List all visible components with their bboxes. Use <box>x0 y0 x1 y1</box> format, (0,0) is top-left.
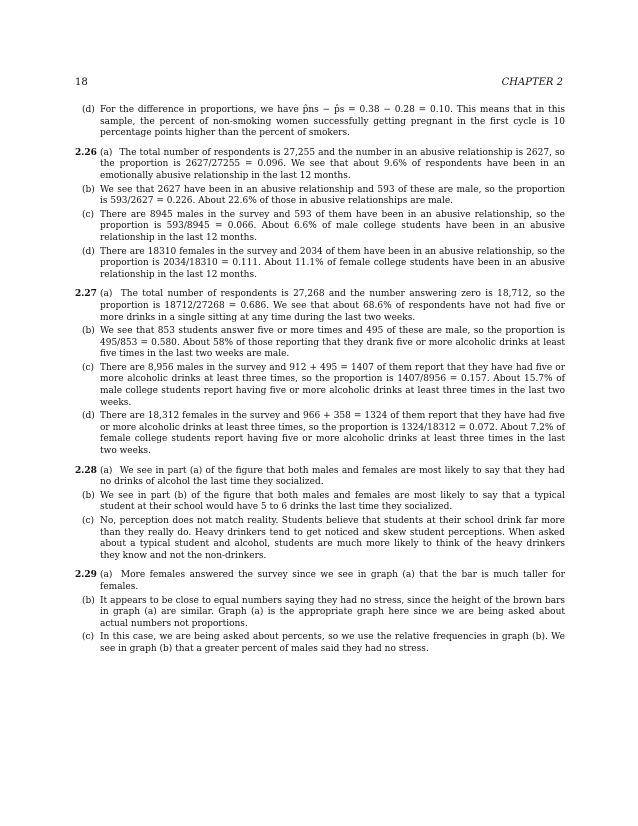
part-text: We see that 853 students answer five or more times and 495 of these are male, so the proportion is 495/853 = 0.580. About 58% of those reporting that they drank five or more alcoholic drinks at least five times in the last two weeks are male. <box>100 326 565 360</box>
part-label: (c) <box>82 362 95 373</box>
intro-part <box>75 105 565 140</box>
part-text: The total number of respondents is 27,255 and the number in an abusive relationship is 2627, so the proportion is 2627/27255 = 0.096. We see that about 9.6% of respondents have been in an emotionally abusive relationship in the last 12 months. <box>100 147 565 181</box>
part-label: (b) <box>82 490 95 501</box>
problem-part <box>75 411 565 457</box>
part-label: (a) <box>100 465 113 476</box>
intro-block <box>75 105 565 140</box>
part-label: (d) <box>82 246 95 257</box>
part-text: The total number of respondents is 27,268 and the number answering zero is 18,712, so the proportion is 18712/27268 = 0.686. We see that about 68.6% of respondents have not had five or more drinks in a single sitting at any time during the last two weeks. <box>100 289 565 323</box>
part-text: We see in part (b) of the figure that both males and females are most likely to say that a typical student at their school would have 5 to 6 drinks the last time they socialized. <box>100 490 565 513</box>
problem-part <box>75 363 565 409</box>
problem-part <box>75 491 565 514</box>
problem-2-28 <box>75 466 565 563</box>
problem-number: 2.27 <box>75 289 97 300</box>
part-text: It appears to be close to equal numbers saying they had no stress, since the height of the brown bars in graph (a) are similar. Graph (a) is the appropriate graph here since we are being asked about actual numbers not proportions. <box>100 595 565 629</box>
problem-part <box>75 596 565 631</box>
part-label: (c) <box>82 632 95 643</box>
problem-lead <box>75 289 565 324</box>
part-text: For the difference in proportions, we have p̂ns − p̂s = 0.38 − 0.28 = 0.10. This means that in this sample, the percent of non-smoking women successfully getting pregnant in the first cycle is 10 percentage points higher than the percent of smokers. <box>100 105 565 139</box>
problem-2-27 <box>75 289 565 457</box>
problem-number: 2.26 <box>75 147 97 158</box>
page-header <box>75 77 563 91</box>
problem-part <box>75 516 565 562</box>
problem-lead <box>75 148 565 183</box>
page-body <box>75 105 565 664</box>
problem-2-26 <box>75 148 565 282</box>
chapter-title: CHAPTER 2 <box>501 77 563 88</box>
part-text: We see in part (a) of the figure that both males and females are most likely to say that they had no drinks of alcohol the last time they socialized. <box>100 465 565 488</box>
part-text: We see that 2627 have been in an abusive relationship and 593 of these are male, so the proportion is 593/2627 = 0.226. About 22.6% of those in abusive relationships are male. <box>100 184 565 207</box>
problem-lead <box>75 466 565 489</box>
problem-part <box>75 210 565 245</box>
part-label: (c) <box>82 209 95 220</box>
part-text: There are 8,956 males in the survey and 912 + 495 = 1407 of them report that they have had five or more alcoholic drinks at least three times, so the proportion is 1407/8956 = 0.157. About 15.7% of male college students report having five or more alcoholic drinks at least three times in the last two weeks. <box>100 362 565 408</box>
part-text: No, perception does not match reality. Students believe that students at their school drink far more than they really do. Heavy drinkers tend to get noticed and skew student perceptions. When asked about a typical student and alcohol, students are much more likely to think of the heavy drinkers they know and not the non-drinkers. <box>100 516 565 561</box>
part-label: (b) <box>82 184 95 195</box>
part-label: (b) <box>82 326 95 337</box>
problem-part <box>75 632 565 655</box>
part-label: (a) <box>100 289 113 300</box>
part-label: (a) <box>100 147 113 158</box>
page-number: 18 <box>75 77 88 88</box>
part-label: (d) <box>82 411 95 422</box>
problem-number: 2.28 <box>75 465 97 476</box>
part-label: (c) <box>82 516 95 526</box>
problem-lead <box>75 570 565 593</box>
part-label: (b) <box>82 595 95 606</box>
part-label: (a) <box>100 570 113 581</box>
part-text: In this case, we are being asked about percents, so we use the relative frequencies in graph (b). We see in graph (b) that a greater percent of males said they had no stress. <box>100 632 565 654</box>
problem-part <box>75 247 565 282</box>
part-text: More females answered the survey since we see in graph (a) that the bar is much taller for females. <box>100 570 565 592</box>
problem-part <box>75 185 565 208</box>
part-label: (d) <box>82 105 95 115</box>
part-text: There are 18310 females in the survey and 2034 of them have been in an abusive relationship, so the proportion is 2034/18310 = 0.111. About 11.1% of female college students have been in an abusive relationship in the last 12 months. <box>100 246 565 280</box>
problem-number: 2.29 <box>75 570 97 581</box>
part-text: There are 8945 males in the survey and 593 of them have been in an abusive relationship, so the proportion is 593/8945 = 0.066. About 6.6% of male college students have been in an abusive relationship in the last 12 months. <box>100 209 565 243</box>
problem-2-29 <box>75 570 565 655</box>
problem-part <box>75 326 565 361</box>
part-text: There are 18,312 females in the survey and 966 + 358 = 1324 of them report that they have had five or more alcoholic drinks at least three times, so the proportion is 1324/18312 = 0.072. About 7.2% of female college students report having five or more alcoholic drinks at least three times in the last two weeks. <box>100 411 565 457</box>
